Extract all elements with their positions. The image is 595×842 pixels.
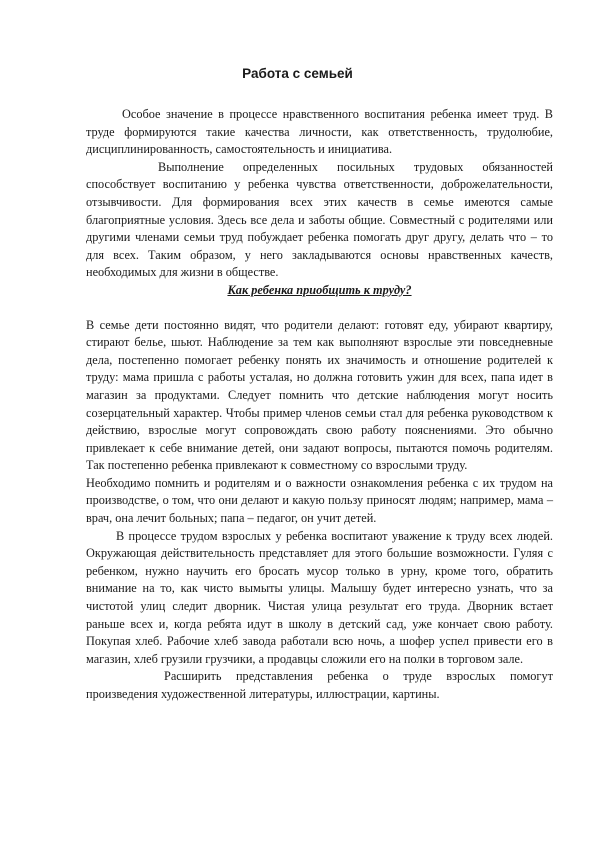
paragraph-literature: Расширить представления ребенка о труде взрослых помогут произведения художественной литературы, иллюстрации, картины.	[86, 669, 553, 701]
paragraph-respect: В процессе трудом взрослых у ребенка воспитают уважение к труду всех людей. Окружающая действительность представляет для этого большие возможности. Гуляя с ребенком, нужно научить его бросать мусор только в урну, кроме того, обратить внимание на то, как чисто вымыты улицы. Малышу будет интересно узнать, что за чистотой улиц следит дворник. Чистая улица результат его труда. Дворник встает раньше всех и, когда ребята идут в школу в детский сад, уже кончает свою работу. Покупая хлеб. Рабочие хлеб завода работали всю ночь, а шофер успел привести его в магазин, хлеб грузили грузчики, а продавцы сложили его на полки в торговом зале.	[86, 528, 553, 666]
page-title: Работа с семьей	[242, 66, 353, 81]
section-subheading: Как ребенка приобщить к труду?	[227, 282, 412, 297]
paragraph-duties: Выполнение определенных посильных трудовых обязанностей способствует воспитанию у ребенка чувства ответственности, доброжелательности, отзывчивости. Для формирования всех этих качеств в семье имеются самые благоприятные условия. Здесь все дела и заботы общие. Совместный с родителями или другими членами семьи труд побуждает ребенка помогать друг другу, делать что – то для всех. Таким образом, у него закладываются основы нравственных качеств, необходимых для жизни в обществе.	[86, 159, 553, 280]
document-body	[86, 106, 553, 704]
paragraph-parents-work: Необходимо помнить и родителям и о важности ознакомления ребенка с их трудом на производстве, о том, что они делают и какую пользу приносят людям; например, мама – врач, она лечит больных; папа – педагог, он учит детей.	[86, 475, 553, 526]
paragraph-intro: Особое значение в процессе нравственного воспитания ребенка имеет труд. В труде формируются такие качества личности, как ответственность, трудолюбие, дисциплинированность, самостоятельность и инициатива.	[86, 107, 553, 157]
paragraph-observation: В семье дети постоянно видят, что родители делают: готовят еду, убирают квартиру, стирают белье, шьют. Наблюдение за тем как выполняют взрослые эти повседневные дела, постепенно помогает ребенку понять их значимость и отношение родителей к труду: мама пришла с работы усталая, но должна готовить ужин для всех, папа идет в магазин за продуктами. Следует помнить что детские наблюдения могут носить созерцательный характер. Чтобы пример членов семьи стал для ребенка руководством к действию, взрослые могут сопровождать свою работу пояснениями. Это обычно привлекает к себе внимание детей, они задают вопросы, пытаются помочь родителям. Так постепенно ребенка привлекают к совместному со взрослыми труду.	[86, 317, 553, 473]
